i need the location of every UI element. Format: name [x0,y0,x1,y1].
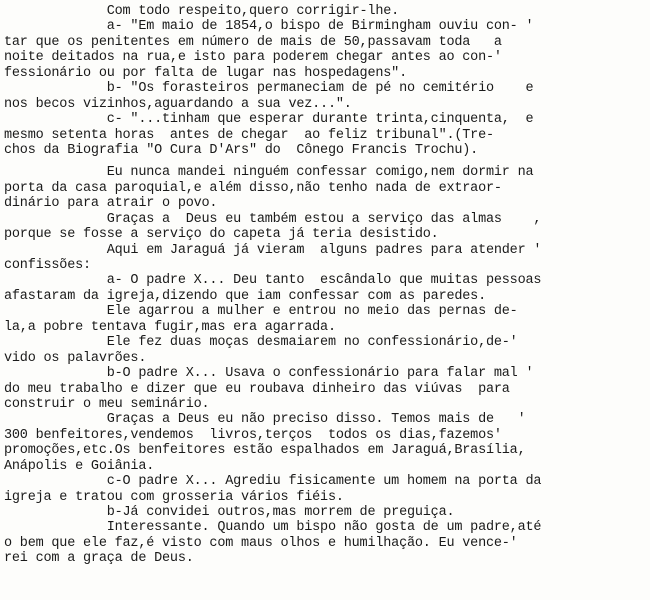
text-line: dinário para atrair o povo. [4,196,218,212]
text-line: la,a pobre tentava fugir,mas era agarrada. [4,319,336,335]
text-line: porta da casa paroquial,e além disso,não tenho nada de extraor- [4,180,502,196]
text-line: noite deitados na rua,e isto para poderem chegar antes ao con-' [4,50,502,66]
text-line: c-O padre X... Agrediu fisicamente um homem na porta da [4,474,542,490]
text-line: promoções,etc.Os benfeitores estão espalhados em Jaraguá,Brasília, [4,443,526,459]
text-line: afastaram da igreja,dizendo que iam confessar com as paredes. [4,288,486,304]
text-line: Aqui em Jaraguá já vieram alguns padres para atender ' [4,242,542,258]
text-line: Interessante. Quando um bispo não gosta de um padre,até [4,520,542,536]
text-line: b-O padre X... Usava o confessionário para falar mal ' [4,366,534,382]
text-line: c- "...tinham que esperar durante trinta,cinquenta, e [4,112,534,128]
text-line: chos da Biografia "O Cura D'Ars" do Cônego Francis Trochu). [4,142,479,158]
text-line: Com todo respeito,quero corrigir-lhe. [4,4,400,19]
text-line: tar que os penitentes em número de mais de 50,passavam toda a [4,34,502,50]
text-line: vido os palavrões. [4,350,147,366]
text-line: rei com a graça de Deus. [4,551,194,567]
text-line: Graças a Deus eu não preciso disso. Temos mais de ' [4,412,526,428]
text-line: nos becos vizinhos,aguardando a sua vez...". [4,96,352,112]
text-line: Eu nunca mandei ninguém confessar comigo,nem dormir na [4,165,534,181]
text-line: Anápolis e Goiânia. [4,458,155,474]
document-body [4,4,646,567]
text-line: do meu trabalho e dizer que eu roubava dinheiro das viúvas para [4,381,510,397]
text-line: construir o meu seminário. [4,396,210,412]
text-line: fessionário ou por falta de lugar nas hospedagens". [4,65,407,81]
text-line: mesmo setenta horas antes de chegar ao feliz tribunal".(Tre- [4,127,494,143]
text-line: Ele agarrou a mulher e entrou no meio das pernas de- [4,304,518,320]
text-line: confissões: [4,258,91,273]
text-line: 300 benfeitores,vendemos livros,terços todos os dias,fazemos' [4,427,502,443]
text-line: Graças a Deus eu também estou a serviço das almas , [4,211,542,227]
text-line: b-Já convidei outros,mas morrem de preguiça. [4,505,455,520]
text-line: o bem que ele faz,é visto com maus olhos e humilhação. Eu vence-' [4,535,518,551]
paragraph-gap [4,158,646,165]
text-line: a- O padre X... Deu tanto escândalo que muitas pessoas [4,273,542,289]
text-line: a- "Em maio de 1854,o bispo de Birmingham ouviu con- ' [4,19,534,35]
text-line: porque se fosse a serviço do capeta já teria desistido. [4,227,439,243]
text-line: Ele fez duas moças desmaiarem no confessionário,de-' [4,335,518,351]
text-line: b- "Os forasteiros permaneciam de pé no cemitério e [4,81,534,97]
text-line: igreja e tratou com grosseria vários fiéis. [4,489,344,505]
